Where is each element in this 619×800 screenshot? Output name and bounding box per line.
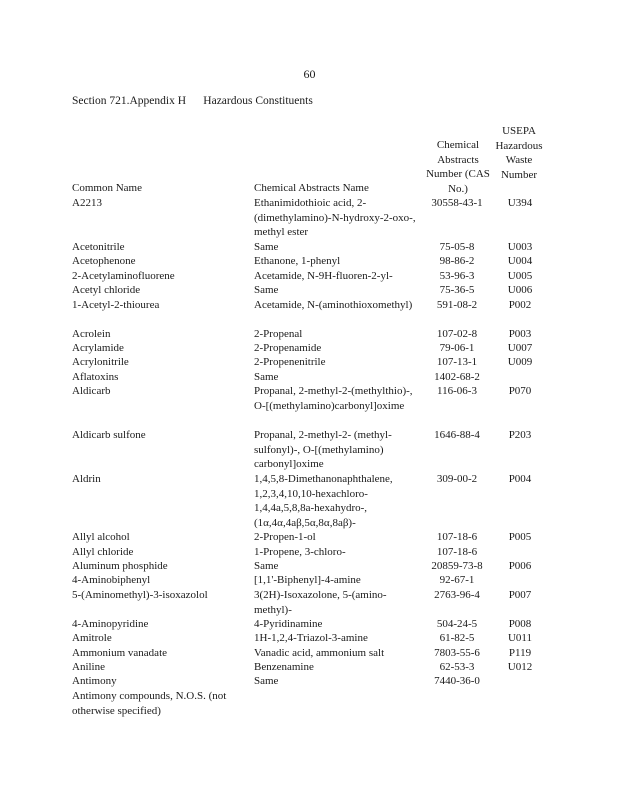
cell-usepa-number: P119 — [508, 647, 532, 659]
cell-chemical-abstracts-name: Same — [254, 241, 279, 253]
cell-chemical-abstracts-name: Acetamide, N-(aminothioxomethyl) — [254, 299, 413, 311]
cell-chemical-abstracts-name: 4-Pyridinamine — [254, 618, 323, 630]
cell-cas-number: 7440-36-0 — [434, 675, 480, 687]
cell-common-name: Aldicarb — [72, 385, 111, 397]
cell-cas-number: 116-06-3 — [437, 385, 477, 397]
header-cas-number: Chemical Abstracts Number (CAS No.) — [426, 139, 490, 195]
cell-usepa-number: U004 — [507, 255, 533, 267]
cell-cas-number: 7803-55-6 — [434, 647, 480, 659]
header-chemical-abstracts-name: Chemical Abstracts Name — [254, 182, 369, 194]
cell-usepa-number: P006 — [508, 560, 532, 572]
cell-common-name: A2213 — [72, 197, 102, 209]
cell-cas-number: 107-18-6 — [436, 531, 478, 543]
cell-usepa-number: U394 — [507, 197, 533, 209]
cell-chemical-abstracts-name: Propanal, 2-methyl-2-(methylthio)-, O-[(methylamino)carbonyl]oxime — [254, 385, 413, 412]
cell-cas-number: 107-18-6 — [436, 546, 478, 558]
cell-common-name: Allyl alcohol — [72, 531, 130, 543]
cell-common-name: Acrylonitrile — [72, 356, 129, 368]
cell-cas-number: 75-05-8 — [439, 241, 475, 253]
cell-common-name: Aldicarb sulfone — [72, 429, 146, 441]
cell-usepa-number: U006 — [507, 284, 533, 296]
cell-common-name: Aflatoxins — [72, 371, 119, 383]
cell-chemical-abstracts-name: Same — [254, 560, 279, 572]
cell-common-name: Amitrole — [72, 632, 112, 644]
cell-cas-number: 75-36-5 — [439, 284, 475, 296]
cell-usepa-number: U011 — [507, 632, 533, 644]
cell-cas-number: 1402-68-2 — [434, 371, 480, 383]
cell-usepa-number: U009 — [507, 356, 533, 368]
cell-common-name: Allyl chloride — [72, 546, 134, 558]
cell-cas-number: 30558-43-1 — [431, 197, 483, 209]
cell-chemical-abstracts-name: 1H-1,2,4-Triazol-3-amine — [254, 632, 368, 644]
section-title: Section 721.Appendix H Hazardous Constituents — [72, 95, 313, 107]
cell-usepa-number: U007 — [507, 342, 533, 354]
cell-chemical-abstracts-name: 2-Propenal — [254, 328, 303, 340]
cell-chemical-abstracts-name: Benzenamine — [254, 661, 314, 673]
cell-chemical-abstracts-name: [1,1'-Biphenyl]-4-amine — [254, 574, 361, 586]
cell-usepa-number: P003 — [508, 328, 532, 340]
cell-usepa-number: P004 — [508, 473, 532, 485]
cell-common-name: Aniline — [72, 661, 105, 673]
page-number: 60 — [303, 67, 316, 81]
cell-common-name: Aldrin — [72, 473, 101, 485]
cell-cas-number: 20859-73-8 — [431, 560, 483, 572]
cell-chemical-abstracts-name: 3(2H)-Isoxazolone, 5-(amino-methyl)- — [254, 589, 387, 616]
cell-common-name: Aluminum phosphide — [72, 560, 168, 572]
cell-usepa-number: U005 — [507, 270, 533, 282]
cell-cas-number: 107-13-1 — [436, 356, 478, 368]
cell-common-name: Antimony — [72, 675, 117, 687]
cell-cas-number: 504-24-5 — [436, 618, 478, 630]
cell-common-name: 5-(Aminomethyl)-3-isoxazolol — [72, 589, 208, 601]
cell-cas-number: 107-02-8 — [436, 328, 478, 340]
cell-chemical-abstracts-name: Vanadic acid, ammonium salt — [254, 647, 385, 659]
cell-common-name: 4-Aminopyridine — [72, 618, 149, 630]
cell-usepa-number: P070 — [508, 385, 532, 397]
cell-common-name: Ammonium vanadate — [72, 647, 168, 659]
cell-chemical-abstracts-name: Same — [254, 371, 279, 383]
cell-chemical-abstracts-name: Acetamide, N-9H-fluoren-2-yl- — [254, 270, 393, 282]
cell-usepa-number: U003 — [507, 241, 533, 253]
cell-chemical-abstracts-name: Ethanimidothioic acid, 2-(dimethylamino)-N-hydroxy-2-oxo-, methyl ester — [254, 197, 416, 238]
cell-common-name: 1-Acetyl-2-thiourea — [72, 299, 160, 311]
cell-cas-number: 309-00-2 — [436, 473, 478, 485]
cell-common-name: Acetophenone — [72, 255, 136, 267]
cell-common-name: Acetyl chloride — [72, 284, 141, 296]
cell-chemical-abstracts-name: 2-Propen-1-ol — [254, 531, 316, 543]
cell-chemical-abstracts-name: 2-Propenamide — [254, 342, 322, 354]
cell-common-name: 2-Acetylaminofluorene — [72, 270, 175, 282]
cell-common-name: 4-Aminobiphenyl — [72, 574, 151, 586]
cell-chemical-abstracts-name: 2-Propenenitrile — [254, 356, 326, 368]
cell-chemical-abstracts-name: Same — [254, 675, 279, 687]
cell-cas-number: 2763-96-4 — [434, 589, 480, 601]
cell-cas-number: 1646-88-4 — [434, 429, 480, 441]
cell-common-name: Antimony compounds, N.O.S. (not otherwise specified) — [72, 690, 227, 717]
cell-cas-number: 62-53-3 — [439, 661, 475, 673]
cell-chemical-abstracts-name: Same — [254, 284, 279, 296]
cell-usepa-number: U012 — [507, 661, 533, 673]
cell-cas-number: 61-82-5 — [439, 632, 475, 644]
cell-common-name: Acetonitrile — [72, 241, 125, 253]
header-usepa-number: USEPA Hazardous Waste Number — [495, 125, 543, 181]
cell-cas-number: 79-06-1 — [439, 342, 475, 354]
cell-chemical-abstracts-name: Ethanone, 1-phenyl — [254, 255, 341, 267]
cell-chemical-abstracts-name: Propanal, 2-methyl-2- (methyl-sulfonyl)-, O-[(methylamino) carbonyl]oxime — [254, 429, 392, 470]
cell-cas-number: 92-67-1 — [439, 574, 475, 586]
cell-cas-number: 98-86-2 — [439, 255, 475, 267]
cell-common-name: Acrolein — [72, 328, 111, 340]
cell-usepa-number: P007 — [508, 589, 532, 601]
cell-chemical-abstracts-name: 1-Propene, 3-chloro- — [254, 546, 346, 558]
cell-usepa-number: P008 — [508, 618, 532, 630]
cell-chemical-abstracts-name: 1,4,5,8-Dimethanonaphthalene, 1,2,3,4,10,10-hexachloro-1,4,4a,5,8,8a-hexahydro-, (1α,4α,4aβ,5α,8α,8aβ)- — [254, 473, 393, 529]
cell-cas-number: 53-96-3 — [439, 270, 475, 282]
cell-usepa-number: P203 — [508, 429, 532, 441]
cell-common-name: Acrylamide — [72, 342, 124, 354]
cell-cas-number: 591-08-2 — [436, 299, 478, 311]
header-common-name: Common Name — [72, 182, 142, 194]
cell-usepa-number: P002 — [508, 299, 532, 311]
cell-usepa-number: P005 — [508, 531, 532, 543]
